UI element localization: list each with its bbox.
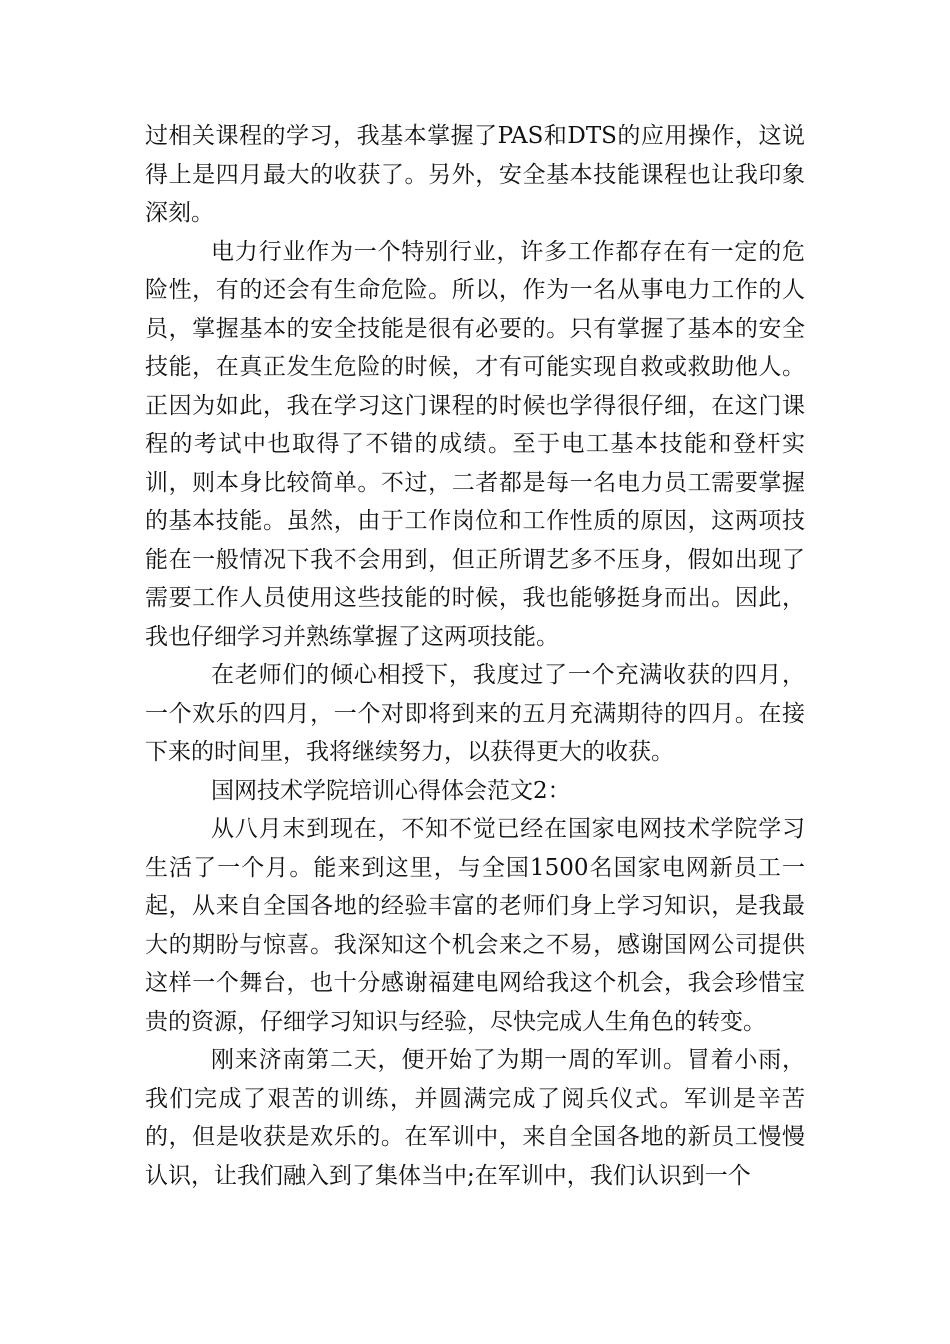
section-heading: 国网技术学院培训心得体会范文2： (211, 777, 571, 804)
paragraph-1: 过相关课程的学习，我基本掌握了PAS和DTS的应用操作，这说得上是四月最大的收获了。另外，安全基本技能课程也让我印象深刻。 (145, 123, 805, 226)
paragraph-2: 电力行业作为一个特别行业，许多工作都存在有一定的危险性，有的还会有生命危险。所以，作为一名从事电力工作的人员，掌握基本的安全技能是很有必要的。只有掌握了基本的安全技能，在真正发生危险的时候，才有可能实现自救或救助他人。正因为如此，我在学习这门课程的时候也学得很仔细，在这门课程的考试中也取得了不错的成绩。至于电工基本技能和登杆实训，则本身比较简单。不过，二者都是每一名电力员工需要掌握的基本技能。虽然，由于工作岗位和工作性质的原因，这两项技能在一般情况下我不会用到，但正所谓艺多不压身，假如出现了需要工作人员使用这些技能的时候，我也能够挺身而出。因此，我也仔细学习并熟练掌握了这两项技能。 (145, 238, 805, 650)
document-body (145, 117, 805, 1195)
paragraph-4: 从八月末到现在，不知不觉已经在国家电网技术学院学习生活了一个月。能来到这里，与全国1500名国家电网新员工一起，从来自全国各地的经验丰富的老师们身上学习知识，是我最大的期盼与惊喜。我深知这个机会来之不易，感谢国网公司提供这样一个舞台，也十分感谢福建电网给我这个机会，我会珍惜宝贵的资源，仔细学习知识与经验，尽快完成人生角色的转变。 (145, 816, 805, 1035)
paragraph-5: 刚来济南第二天，便开始了为期一周的军训。冒着小雨，我们完成了艰苦的训练，并圆满完成了阅兵仪式。军训是辛苦的，但是收获是欢乐的。在军训中，来自全国各地的新员工慢慢认识，让我们融入到了集体当中;在军训中，我们认识到一个 (145, 1047, 805, 1189)
paragraph-3: 在老师们的倾心相授下，我度过了一个充满收获的四月，一个欢乐的四月，一个对即将到来的五月充满期待的四月。在接下来的时间里，我将继续努力，以获得更大的收获。 (145, 662, 805, 765)
